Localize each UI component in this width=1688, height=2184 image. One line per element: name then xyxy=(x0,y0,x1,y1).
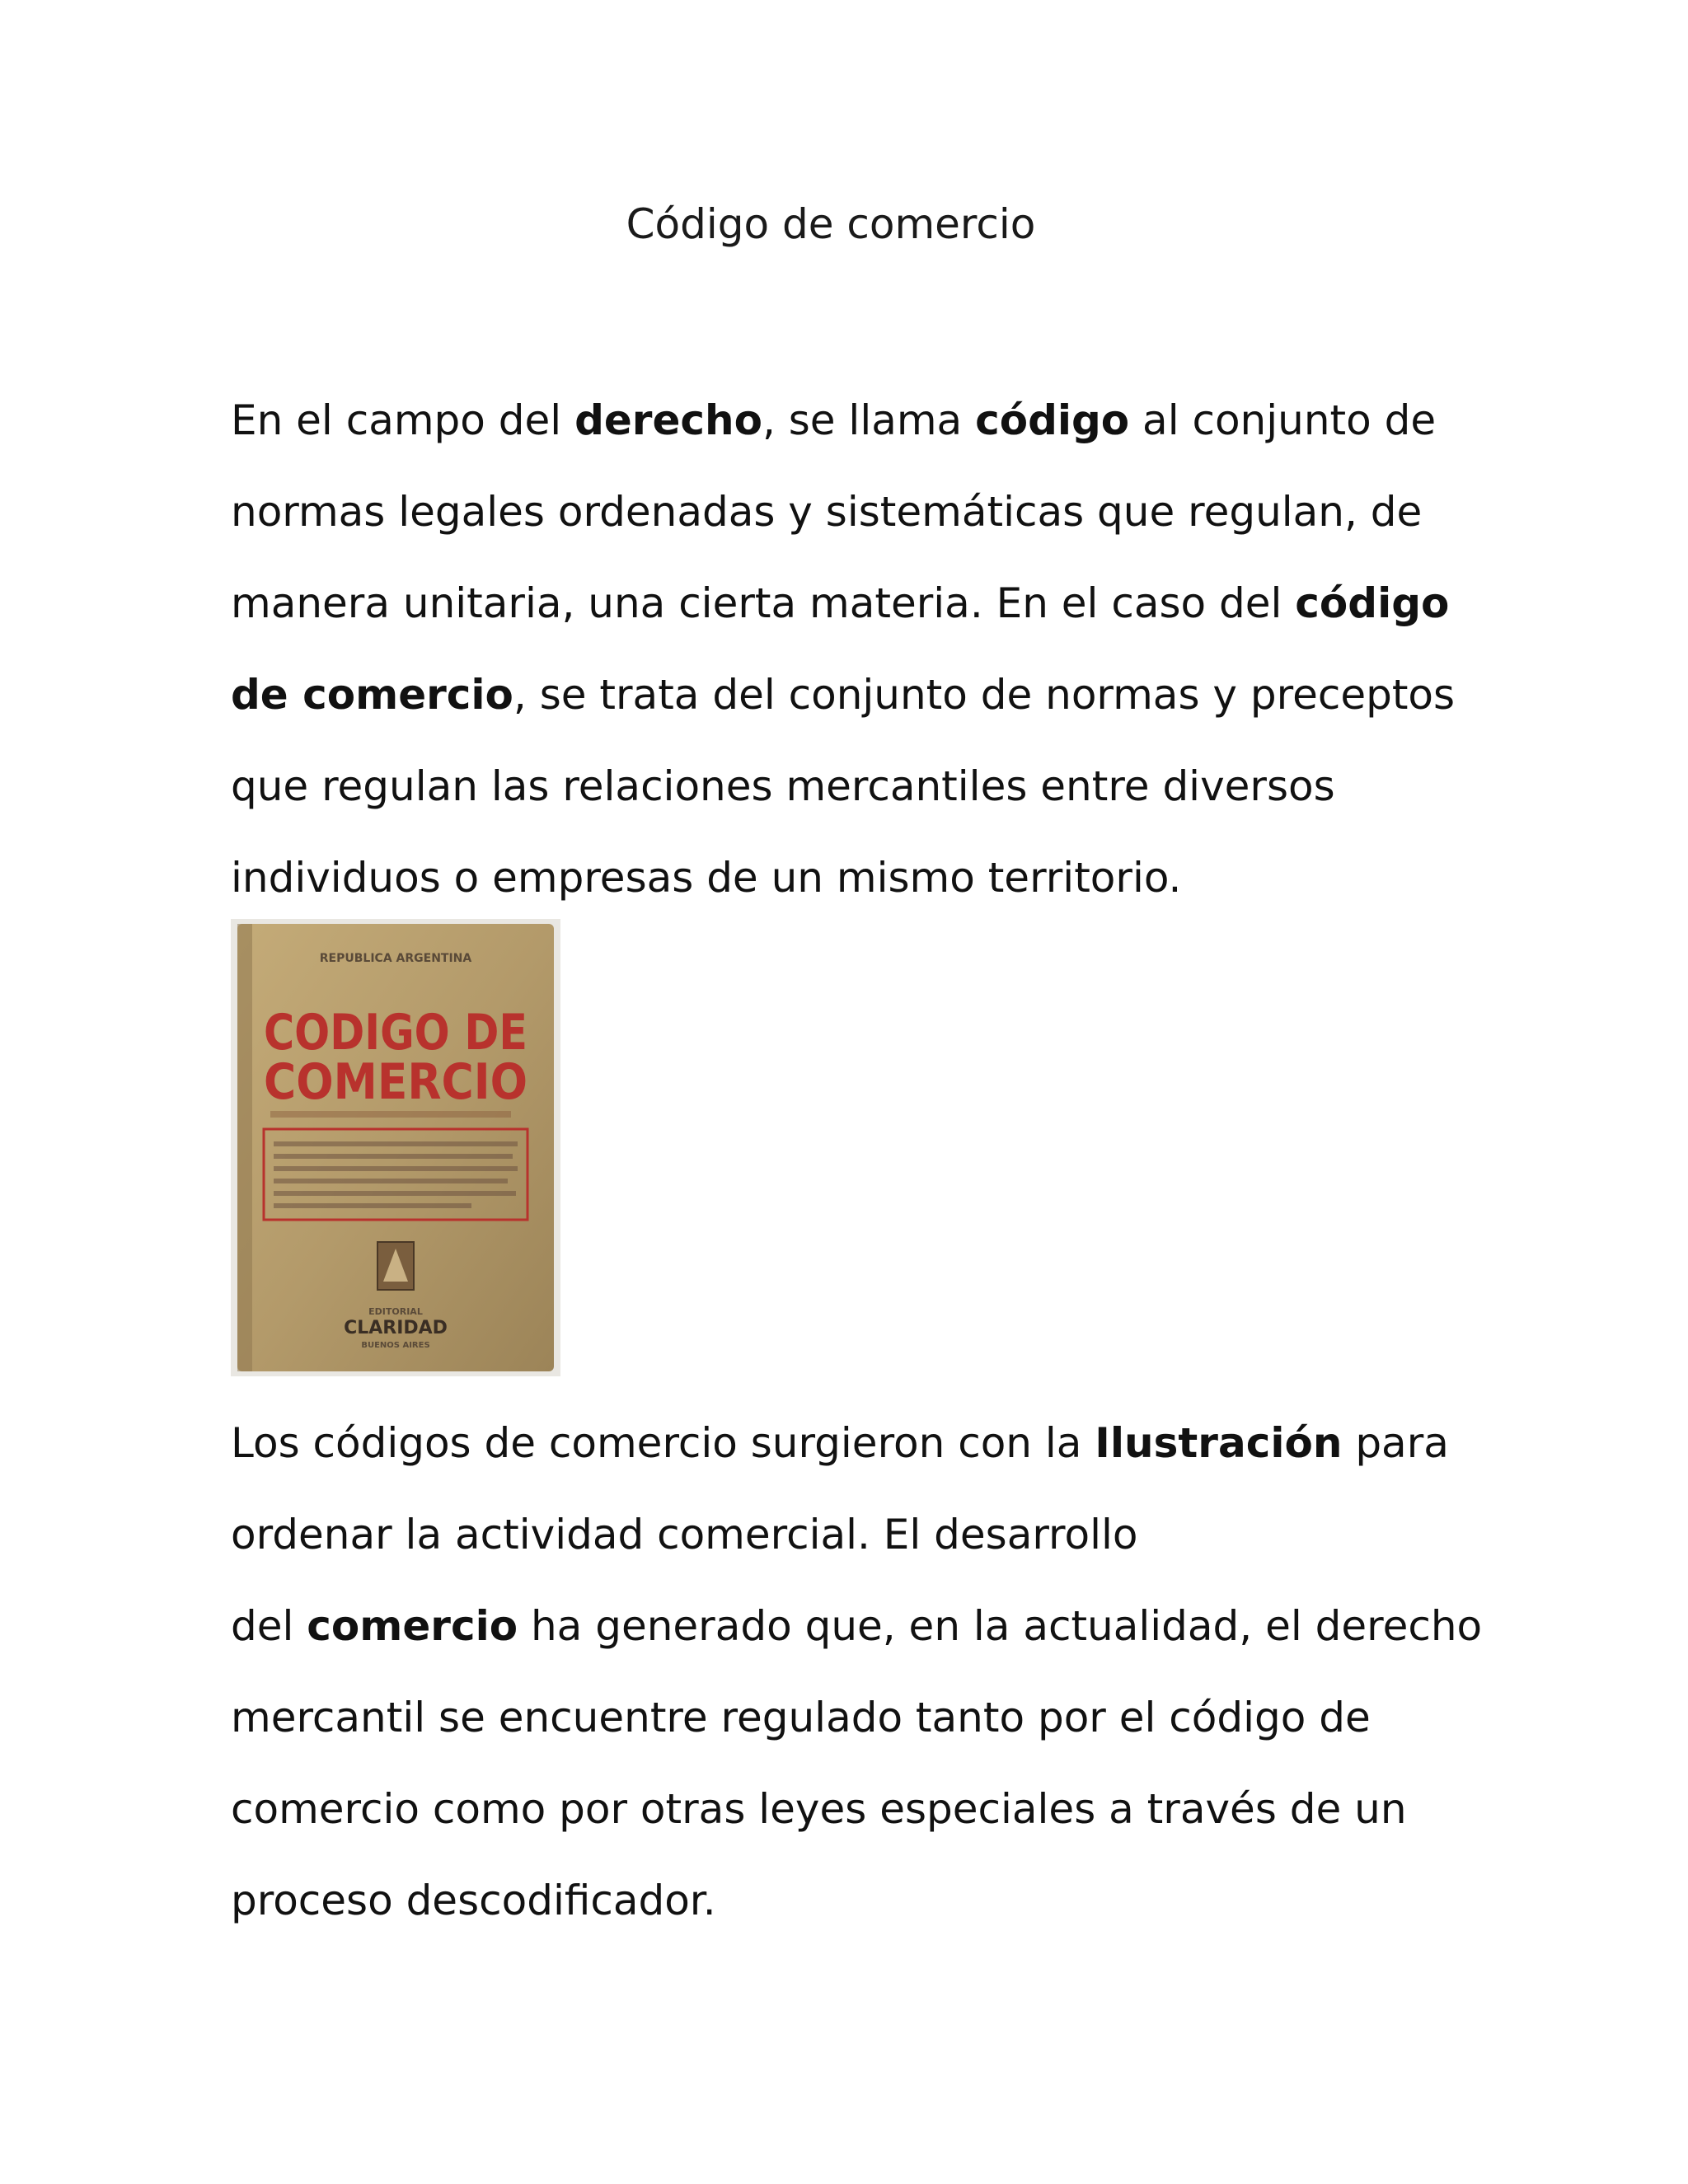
text-line xyxy=(231,1672,1482,1764)
text-run: mercantil se encuentre regulado tanto por el código de xyxy=(231,1694,1371,1741)
book-header-text: REPUBLICA ARGENTINA xyxy=(319,952,472,965)
text-line xyxy=(231,1855,1482,1947)
text-line xyxy=(231,741,1455,832)
book-cover-photo xyxy=(231,919,560,1376)
text-line xyxy=(231,558,1455,649)
text-run: manera unitaria, una cierta materia. En el caso del xyxy=(231,579,1296,627)
text-run: del xyxy=(231,1602,307,1650)
page-title: Código de comercio xyxy=(626,200,1036,248)
text-run: que regulan las relaciones mercantiles entre diversos xyxy=(231,762,1335,810)
book-subtitle-smudge xyxy=(270,1111,511,1118)
text-run: individuos o empresas de un mismo territorio. xyxy=(231,854,1182,902)
text-line xyxy=(231,1581,1482,1672)
text-line xyxy=(231,466,1455,558)
text-run: Los códigos de comercio surgieron con la xyxy=(231,1419,1095,1467)
paragraph-definition xyxy=(231,375,1455,924)
paragraph-history xyxy=(231,1398,1482,1947)
book-spine-shadow xyxy=(237,924,252,1371)
text-line xyxy=(231,1489,1482,1581)
text-run: al conjunto de xyxy=(1129,396,1437,444)
text-run: , se llama xyxy=(762,396,976,444)
text-run: comercio como por otras leyes especiales a través de un xyxy=(231,1785,1407,1833)
book-cover-background xyxy=(237,924,554,1371)
text-line xyxy=(231,1764,1482,1855)
text-line xyxy=(231,832,1455,924)
book-title-line1: CODIGO DE xyxy=(264,1004,528,1062)
bold-term: Ilustración xyxy=(1095,1419,1343,1467)
text-run: ha generado que, en la actualidad, el derecho xyxy=(518,1602,1483,1650)
text-run: normas legales ordenadas y sistemáticas que regulan, de xyxy=(231,488,1423,536)
bold-term: derecho xyxy=(574,396,762,444)
bold-term: código xyxy=(1295,579,1450,627)
book-publisher-label: EDITORIAL xyxy=(368,1306,423,1317)
bold-term: comercio xyxy=(307,1602,518,1650)
bold-term: de comercio xyxy=(231,671,513,719)
book-publisher-city: BUENOS AIRES xyxy=(361,1341,430,1350)
text-run: En el campo del xyxy=(231,396,575,444)
text-run: proceso descodificador. xyxy=(231,1877,716,1924)
text-line xyxy=(231,375,1455,466)
text-run: , se trata del conjunto de normas y preceptos xyxy=(513,671,1456,719)
text-line xyxy=(231,649,1455,741)
text-run: ordenar la actividad comercial. El desarrollo xyxy=(231,1511,1138,1558)
text-run: para xyxy=(1342,1419,1449,1467)
text-line xyxy=(231,1398,1482,1489)
bold-term: código xyxy=(975,396,1130,444)
book-publisher-name: CLARIDAD xyxy=(344,1318,448,1338)
book-title-line2: COMERCIO xyxy=(264,1053,528,1111)
publisher-emblem-icon xyxy=(377,1242,414,1290)
